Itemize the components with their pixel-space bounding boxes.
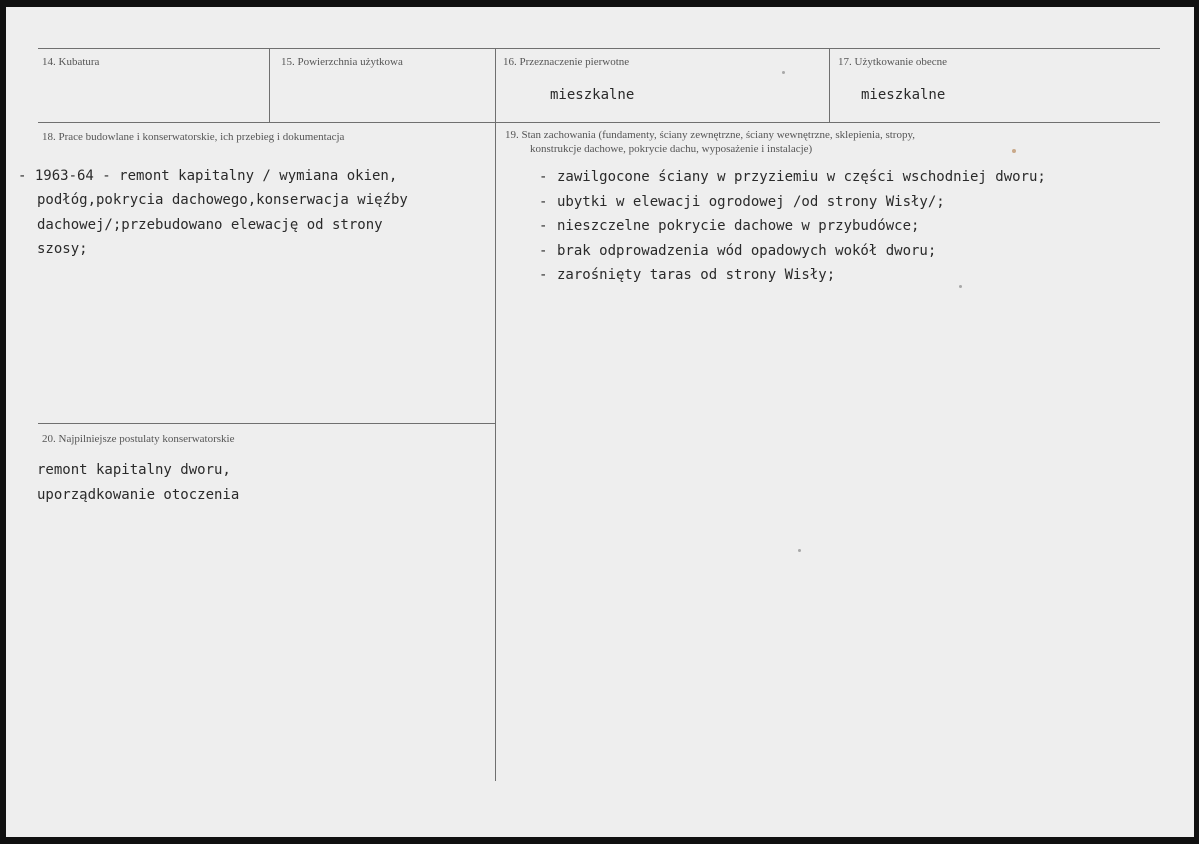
list-item: - ubytki w elewacji ogrodowej /od strony Wisły/; — [539, 193, 945, 210]
list-item: - brak odprowadzenia wód opadowych wokół dworu; — [539, 242, 937, 259]
list-item: - zawilgocone ściany w przyziemiu w części wschodniej dworu; — [539, 169, 1046, 185]
field-14-label: 14. Kubatura — [42, 56, 100, 68]
field-18-line: dachowej/;przebudowano elewację od strony — [37, 217, 383, 233]
list-item-text: zarośnięty taras od strony Wisły; — [557, 267, 836, 283]
paper-speck — [798, 549, 801, 552]
divider-14-15 — [269, 48, 270, 122]
field-16-label: 16. Przeznaczenie pierwotne — [503, 56, 630, 68]
field-15-label: 15. Powierzchnia użytkowa — [281, 56, 403, 68]
list-item-text: zawilgocone ściany w przyziemiu w części wschodniej dworu; — [557, 169, 1046, 185]
field-17-value: mieszkalne — [861, 87, 946, 103]
list-item-text: nieszczelne pokrycie dachowe w przybudówce; — [557, 218, 920, 234]
list-item-text: brak odprowadzenia wód opadowych wokół dworu; — [557, 242, 937, 259]
field-17-label: 17. Użytkowanie obecne — [838, 56, 948, 68]
list-item: - zarośnięty taras od strony Wisły; — [539, 267, 836, 283]
paper-speck — [782, 71, 785, 74]
field-19-label-line2: konstrukcje dachowe, pokrycie dachu, wyposażenie i instalacje) — [530, 143, 813, 155]
divider-15-16 — [495, 48, 496, 122]
list-item: - nieszczelne pokrycie dachowe w przybudówce; — [539, 218, 920, 234]
field-18-line: szosy; — [37, 241, 88, 257]
record-card — [6, 7, 1194, 837]
paper-speck — [959, 285, 962, 288]
header-row-bottom-rule — [38, 122, 1160, 123]
field-18-label: 18. Prace budowlane i konserwatorskie, ich przebieg i dokumentacja — [42, 131, 345, 143]
main-column-divider — [495, 122, 496, 781]
field-19-label-line1: 19. Stan zachowania (fundamenty, ściany zewnętrzne, ściany wewnętrzne, sklepienia, stropy, — [505, 129, 916, 141]
field-20-line: remont kapitalny dworu, — [37, 462, 231, 478]
paper-speck — [1012, 149, 1016, 153]
field-16-value: mieszkalne — [550, 87, 635, 103]
divider-16-17 — [829, 48, 830, 122]
list-item-text: ubytki w elewacji ogrodowej /od strony Wisły/; — [557, 193, 945, 210]
field-20-line: uporządkowanie otoczenia — [37, 487, 240, 503]
top-rule — [38, 48, 1160, 49]
field-20-label: 20. Najpilniejsze postulaty konserwatorskie — [42, 433, 235, 445]
field-19-list — [539, 165, 1046, 288]
field-18-line: podłóg,pokrycia dachowego,konserwacja więźby — [37, 192, 408, 208]
section-18-bottom-rule — [38, 423, 495, 424]
field-18-line: - 1963-64 - remont kapitalny / wymiana okien, — [18, 168, 398, 184]
